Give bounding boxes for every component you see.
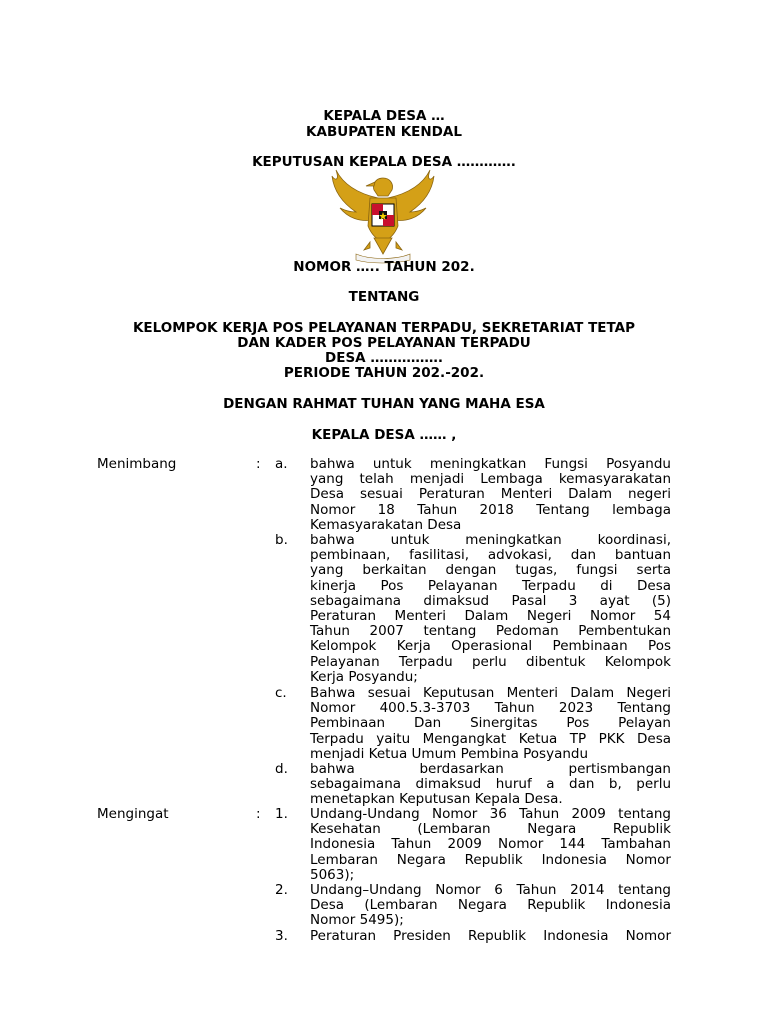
list-item [310,762,671,808]
list-marker: b. [275,532,288,548]
item-line: Desa (Lembaran Negara Republik Indonesia [310,897,671,914]
section-label-mengingat: Mengingat [97,806,169,822]
item-line: Kelompok Kerja Operasional Pembinaan Pos [310,638,671,655]
regency-heading: KABUPATEN KENDAL [306,124,462,140]
item-line: menjadi Ketua Umum Pembina Posyandu [310,745,589,762]
item-line: Terpadu yaitu Mengangkat Ketua TP PKK Desa [310,730,671,747]
item-line: bahwa untuk meningkatkan Fungsi Posyandu [310,456,671,472]
subject-line: DAN KADER POS PELAYANAN TERPADU [237,335,531,351]
about-heading: TENTANG [348,289,420,305]
item-line: Pelayanan Terpadu perlu dibentuk Kelompok [310,653,671,670]
item-line: Nomor 5495); [310,912,404,929]
list-item [310,686,671,762]
item-line: Peraturan Presiden Republik Indonesia Nomor [310,928,671,944]
subject-line: KELOMPOK KERJA POS PELAYANAN TERPADU, SEKRETARIAT TETAP [132,320,636,336]
decision-title: KEPUTUSAN KEPALA DESA …………. [252,154,516,170]
item-line: Lembaran Negara Republik Indonesia Nomor [310,851,671,868]
list-marker: 2. [275,882,288,898]
section-label-menimbang: Menimbang [97,456,177,472]
decree-number: NOMOR ….. TAHUN 202. [293,259,475,275]
list-item [310,929,671,944]
list-marker: 3. [275,928,288,944]
item-line: sebagaimana dimaksud huruf a dan b, perlu [310,776,671,793]
list-marker: c. [275,685,287,701]
item-line: pembinaan, fasilitasi, advokasi, dan bantuan [310,547,671,564]
item-line: Undang-Undang Nomor 36 Tahun 2009 tentang [310,806,671,822]
list-marker: d. [275,761,288,777]
list-item [310,457,671,533]
item-line: bahwa untuk meningkatkan koordinasi, [310,532,671,548]
section-colon: : [256,456,261,472]
item-line: Desa sesuai Peraturan Menteri Dalam negeri [310,486,671,503]
item-line: Nomor 18 Tahun 2018 Tentang lembaga [310,501,671,518]
garuda-emblem-icon [330,168,436,264]
list-item [310,807,671,883]
item-line: yang telah menjadi Lembaga kemasyarakatan [310,471,671,488]
list-marker: a. [275,456,288,472]
item-line: Kesehatan (Lembaran Negara Republik [310,821,671,838]
item-line: bahwa berdasarkan pertismbangan [310,761,671,777]
item-line: Kerja Posyandu; [310,668,418,685]
item-line: yang berkaitan dengan tugas, fungsi serta [310,562,671,579]
item-line: menetapkan Keputusan Kepala Desa. [310,791,563,808]
list-item [310,533,671,685]
subject-line: DESA ……………. [325,350,443,366]
village-head-line: KEPALA DESA …… , [311,427,457,443]
item-line: Peraturan Menteri Dalam Negeri Nomor 54 [310,608,671,625]
list-marker: 1. [275,806,288,822]
item-line: Tahun 2007 tentang Pedoman Pembentukan [310,623,671,640]
item-line: Nomor 400.5.3-3703 Tahun 2023 Tentang [310,700,671,717]
list-item [310,883,671,929]
item-line: kinerja Pos Pelayanan Terpadu di Desa [310,577,671,594]
item-line: Kemasyarakatan Desa [310,516,462,533]
item-line: Undang–Undang Nomor 6 Tahun 2014 tentang [310,882,671,898]
section-colon: : [256,806,261,822]
item-line: sebagaimana dimaksud Pasal 3 ayat (5) [310,592,671,609]
subject-line: PERIODE TAHUN 202.-202. [283,365,485,381]
item-line: Bahwa sesuai Keputusan Menteri Dalam Negeri [310,685,671,701]
blessing-line: DENGAN RAHMAT TUHAN YANG MAHA ESA [223,396,545,412]
item-line: Pembinaan Dan Sinergitas Pos Pelayan [310,715,671,732]
village-head-heading: KEPALA DESA … [323,108,445,124]
item-line: 5063); [310,866,355,883]
item-line: Indonesia Tahun 2009 Nomor 144 Tambahan [310,836,671,853]
